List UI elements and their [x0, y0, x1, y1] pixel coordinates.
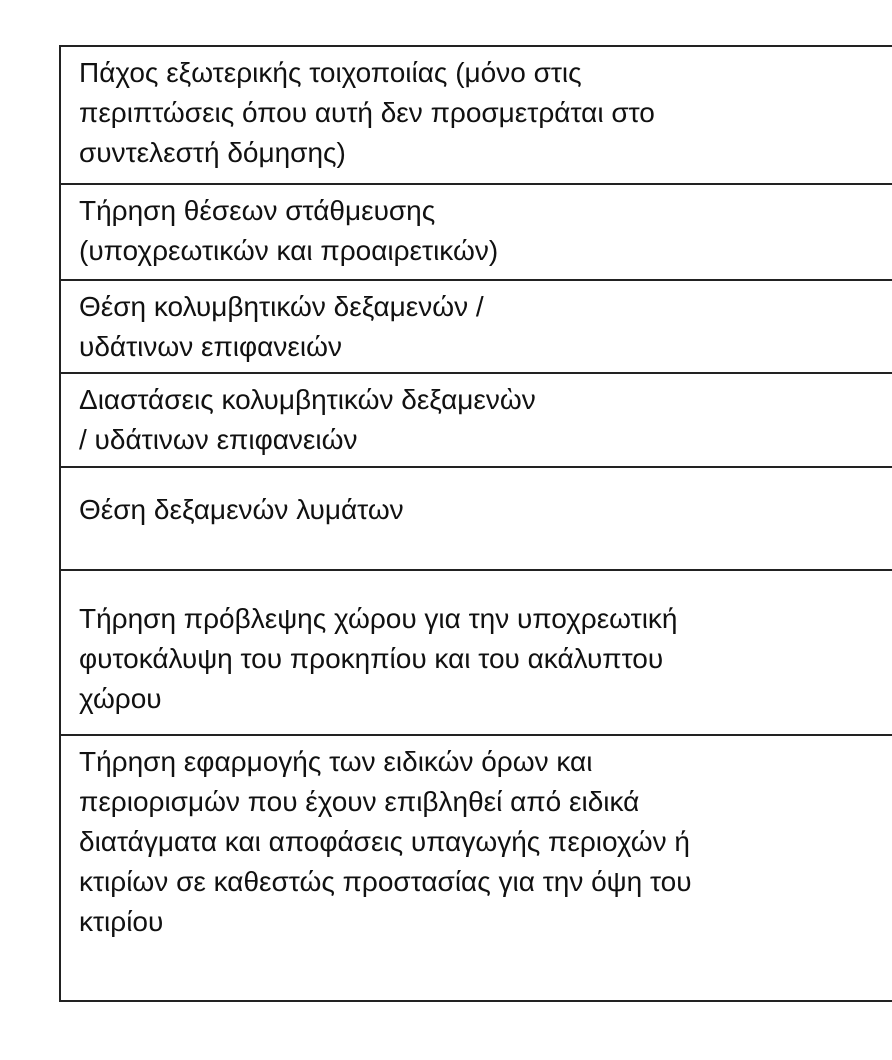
table-row — [60, 735, 892, 1001]
table-cell: Θέση δεξαμενών λυμάτων — [60, 467, 892, 570]
table-cell: Τήρηση θέσεων στάθμευσης (υποχρεωτικών και προαιρετικών) — [60, 184, 892, 280]
table-row — [60, 280, 892, 373]
table-row — [60, 467, 892, 570]
table-cell: Τήρηση πρόβλεψης χώρου για την υποχρεωτική φυτοκάλυψη του προκηπίου και του ακάλυπτου χώρου — [60, 570, 892, 735]
table-row — [60, 46, 892, 184]
requirements-table — [59, 45, 892, 1002]
table-row — [60, 184, 892, 280]
table-cell: Πάχος εξωτερικής τοιχοποιίας (μόνο στις περιπτώσεις όπου αυτή δεν προσμετράται στο συντελεστή δόμησης) — [60, 46, 892, 184]
table-cell: Διαστάσεις κολυμβητικών δεξαμενὼν / υδάτινων επιφανειών — [60, 373, 892, 467]
table-cell: Τήρηση εφαρμογής των ειδικών όρων και περιορισμών που έχουν επιβληθεί από ειδικά διατάγματα και αποφάσεις υπαγωγής περιοχών ή κτιρίων σε καθεστώς προστασίας για την όψη του κτιρίου — [60, 735, 892, 1001]
table-cell: Θέση κολυμβητικών δεξαμενών / υδάτινων επιφανειών — [60, 280, 892, 373]
table-row — [60, 373, 892, 467]
table-row — [60, 570, 892, 735]
